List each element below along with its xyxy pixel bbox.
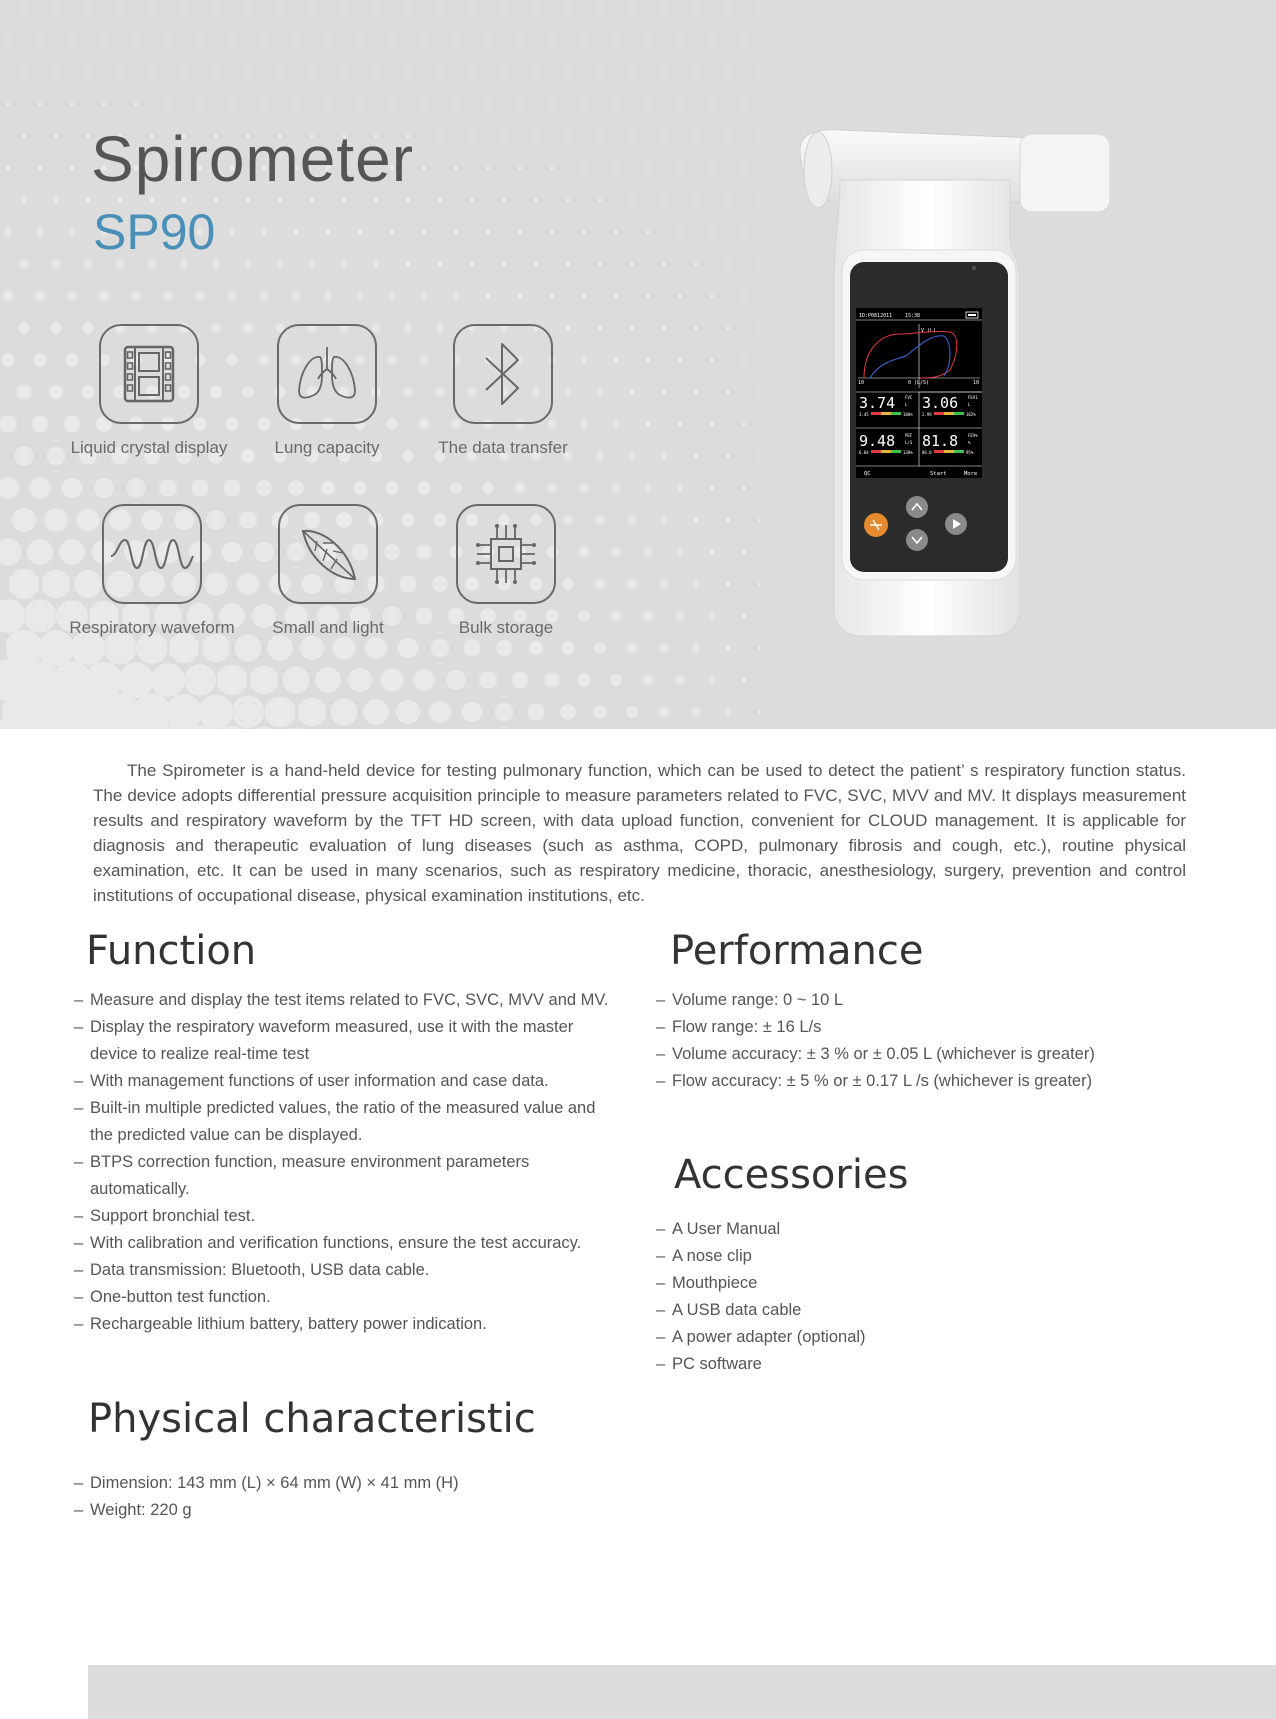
film-icon bbox=[121, 344, 177, 404]
waveform-icon bbox=[109, 534, 195, 574]
list-item: – Volume accuracy: ± 3 % or ± 0.05 L (whichever is greater) bbox=[656, 1041, 1216, 1068]
list-item: – Support bronchial test. bbox=[74, 1203, 614, 1230]
list-item: – With calibration and verification functions, ensure the test accuracy. bbox=[74, 1230, 614, 1257]
section-heading-physical: Physical characteristic bbox=[88, 1396, 536, 1442]
metric-percent: 138% bbox=[903, 450, 913, 455]
metric-unit: % bbox=[968, 440, 971, 445]
metric-pred: 2.99 bbox=[922, 412, 932, 417]
feature-icon-frame bbox=[453, 324, 553, 424]
metric-bar-segment bbox=[954, 450, 964, 453]
metric-value: 81.8 bbox=[922, 432, 959, 450]
metric-bar-segment bbox=[891, 450, 901, 453]
feature-item bbox=[413, 324, 593, 458]
accessories-list bbox=[656, 1216, 1056, 1378]
feather-icon bbox=[293, 519, 363, 589]
metric-percent: 102% bbox=[966, 412, 976, 417]
hero-banner bbox=[0, 0, 1276, 729]
list-item: – One-button test function. bbox=[74, 1284, 614, 1311]
list-item: – Dimension: 143 mm (L) × 64 mm (W) × 41 mm (H) bbox=[74, 1470, 634, 1497]
section-heading-accessories: Accessories bbox=[674, 1152, 909, 1198]
feature-label: The data transfer bbox=[438, 438, 568, 457]
list-item: – Display the respiratory waveform measured, use it with the master device to realize real-time test bbox=[74, 1014, 614, 1068]
metric-name: FEV% bbox=[968, 433, 978, 438]
feature-label: Small and light bbox=[272, 618, 384, 637]
list-item: – PC software bbox=[656, 1351, 1056, 1378]
list-item: – Mouthpiece bbox=[656, 1270, 1056, 1297]
metric-name: FVC bbox=[905, 395, 913, 400]
metric-pred: 86.0 bbox=[922, 450, 932, 455]
list-item: – A nose clip bbox=[656, 1243, 1056, 1270]
metric-percent: 95% bbox=[966, 450, 974, 455]
lungs-icon bbox=[292, 339, 362, 409]
chip-icon bbox=[473, 521, 539, 587]
list-item: – Measure and display the test items related to FVC, SVC, MVV and MV. bbox=[74, 987, 614, 1014]
feature-icon-frame bbox=[456, 504, 556, 604]
screen-qc-label: QC bbox=[864, 471, 871, 477]
metric-percent: 108% bbox=[903, 412, 913, 417]
feature-icon-frame bbox=[278, 504, 378, 604]
section-heading-function: Function bbox=[86, 928, 257, 974]
device-down-button bbox=[906, 529, 928, 551]
feature-label: Respiratory waveform bbox=[69, 618, 235, 637]
screen-id: ID:P0812011 bbox=[859, 313, 893, 319]
footer-bar bbox=[88, 1665, 1276, 1719]
screen-x-max: 10 bbox=[973, 380, 980, 386]
feature-label: Lung capacity bbox=[274, 438, 380, 457]
product-model: SP90 bbox=[93, 204, 216, 260]
list-item: – Volume range: 0 ~ 10 L bbox=[656, 987, 1216, 1014]
metric-bar-segment bbox=[881, 412, 891, 415]
performance-list bbox=[656, 987, 1216, 1095]
screen-x-label: 0 (L/S) bbox=[908, 380, 930, 386]
list-item: – Rechargeable lithium battery, battery power indication. bbox=[74, 1311, 614, 1338]
metric-bar-segment bbox=[871, 412, 881, 415]
product-description: The Spirometer is a hand-held device for testing pulmonary function, which can be used to detect the patient’ s respiratory function status. The device adopts differential pressure acquisition principle to measure parameters related to FVC, SVC, MVV and MV. It displays measurement results and respiratory waveform by the TFT HD screen, with data upload function, convenient for CLOUD management. It is applicable for diagnosis and therapeutic evaluation of lung diseases (such as asthma, COPD, pulmonary fibrosis and cough, etc.), routine physical examination, etc. It can be used in many scenarios, such as respiratory medicine, thoracic, anesthesiology, surgery, prevention and control institutions of occupational disease, physical examination institutions, etc. bbox=[93, 761, 1186, 905]
list-item: – BTPS correction function, measure environment parameters automatically. bbox=[74, 1149, 614, 1203]
metric-bar-segment bbox=[891, 412, 901, 415]
metric-pred: 3.45 bbox=[859, 412, 869, 417]
list-item: – A USB data cable bbox=[656, 1297, 1056, 1324]
metric-name: PEF bbox=[905, 433, 913, 438]
list-item: – Built-in multiple predicted values, the ratio of the measured value and the predicted value can be displayed. bbox=[74, 1095, 614, 1149]
spirometer-device-image bbox=[780, 120, 1120, 640]
feature-icon-frame bbox=[277, 324, 377, 424]
feature-item bbox=[59, 324, 239, 458]
list-item: – With management functions of user information and case data. bbox=[74, 1068, 614, 1095]
feature-icon-frame bbox=[102, 504, 202, 604]
metric-value: 9.48 bbox=[859, 432, 896, 450]
metric-name: FEV1 bbox=[968, 395, 978, 400]
feature-item bbox=[237, 324, 417, 458]
metric-value: 3.06 bbox=[922, 394, 959, 412]
metric-bar-segment bbox=[934, 412, 944, 415]
screen-time: 15:38 bbox=[905, 313, 921, 319]
metric-unit: L bbox=[905, 402, 908, 407]
feature-item bbox=[238, 504, 418, 638]
metric-unit: L bbox=[968, 402, 971, 407]
metric-unit: L/S bbox=[905, 440, 913, 445]
feature-icon-frame bbox=[99, 324, 199, 424]
feature-item bbox=[62, 504, 242, 638]
list-item: – Flow range: ± 16 L/s bbox=[656, 1014, 1216, 1041]
list-item: – Weight: 220 g bbox=[74, 1497, 634, 1524]
metric-value: 3.74 bbox=[859, 394, 896, 412]
device-up-button bbox=[906, 496, 928, 518]
feature-label: Liquid crystal display bbox=[70, 438, 228, 457]
list-item: – A power adapter (optional) bbox=[656, 1324, 1056, 1351]
product-title: Spirometer bbox=[91, 123, 414, 195]
list-item: – Data transmission: Bluetooth, USB data cable. bbox=[74, 1257, 614, 1284]
metric-bar-segment bbox=[881, 450, 891, 453]
screen-start-label: Start bbox=[930, 471, 947, 477]
metric-bar-segment bbox=[944, 412, 954, 415]
metric-bar-segment bbox=[944, 450, 954, 453]
screen-more-label: More bbox=[964, 471, 978, 477]
physical-list bbox=[74, 1470, 634, 1524]
feature-item bbox=[416, 504, 596, 638]
list-item: – Flow accuracy: ± 5 % or ± 0.17 L /s (whichever is greater) bbox=[656, 1068, 1216, 1095]
feature-label: Bulk storage bbox=[458, 618, 554, 637]
metric-pred: 6.84 bbox=[859, 450, 869, 455]
screen-y-label: V (L) bbox=[921, 328, 937, 334]
list-item: – A User Manual bbox=[656, 1216, 1056, 1243]
bluetooth-icon bbox=[478, 336, 528, 412]
metric-bar-segment bbox=[934, 450, 944, 453]
function-list bbox=[74, 987, 614, 1338]
metric-bar-segment bbox=[871, 450, 881, 453]
screen-x-min: 10 bbox=[858, 380, 865, 386]
metric-bar-segment bbox=[954, 412, 964, 415]
section-heading-performance: Performance bbox=[670, 928, 924, 974]
